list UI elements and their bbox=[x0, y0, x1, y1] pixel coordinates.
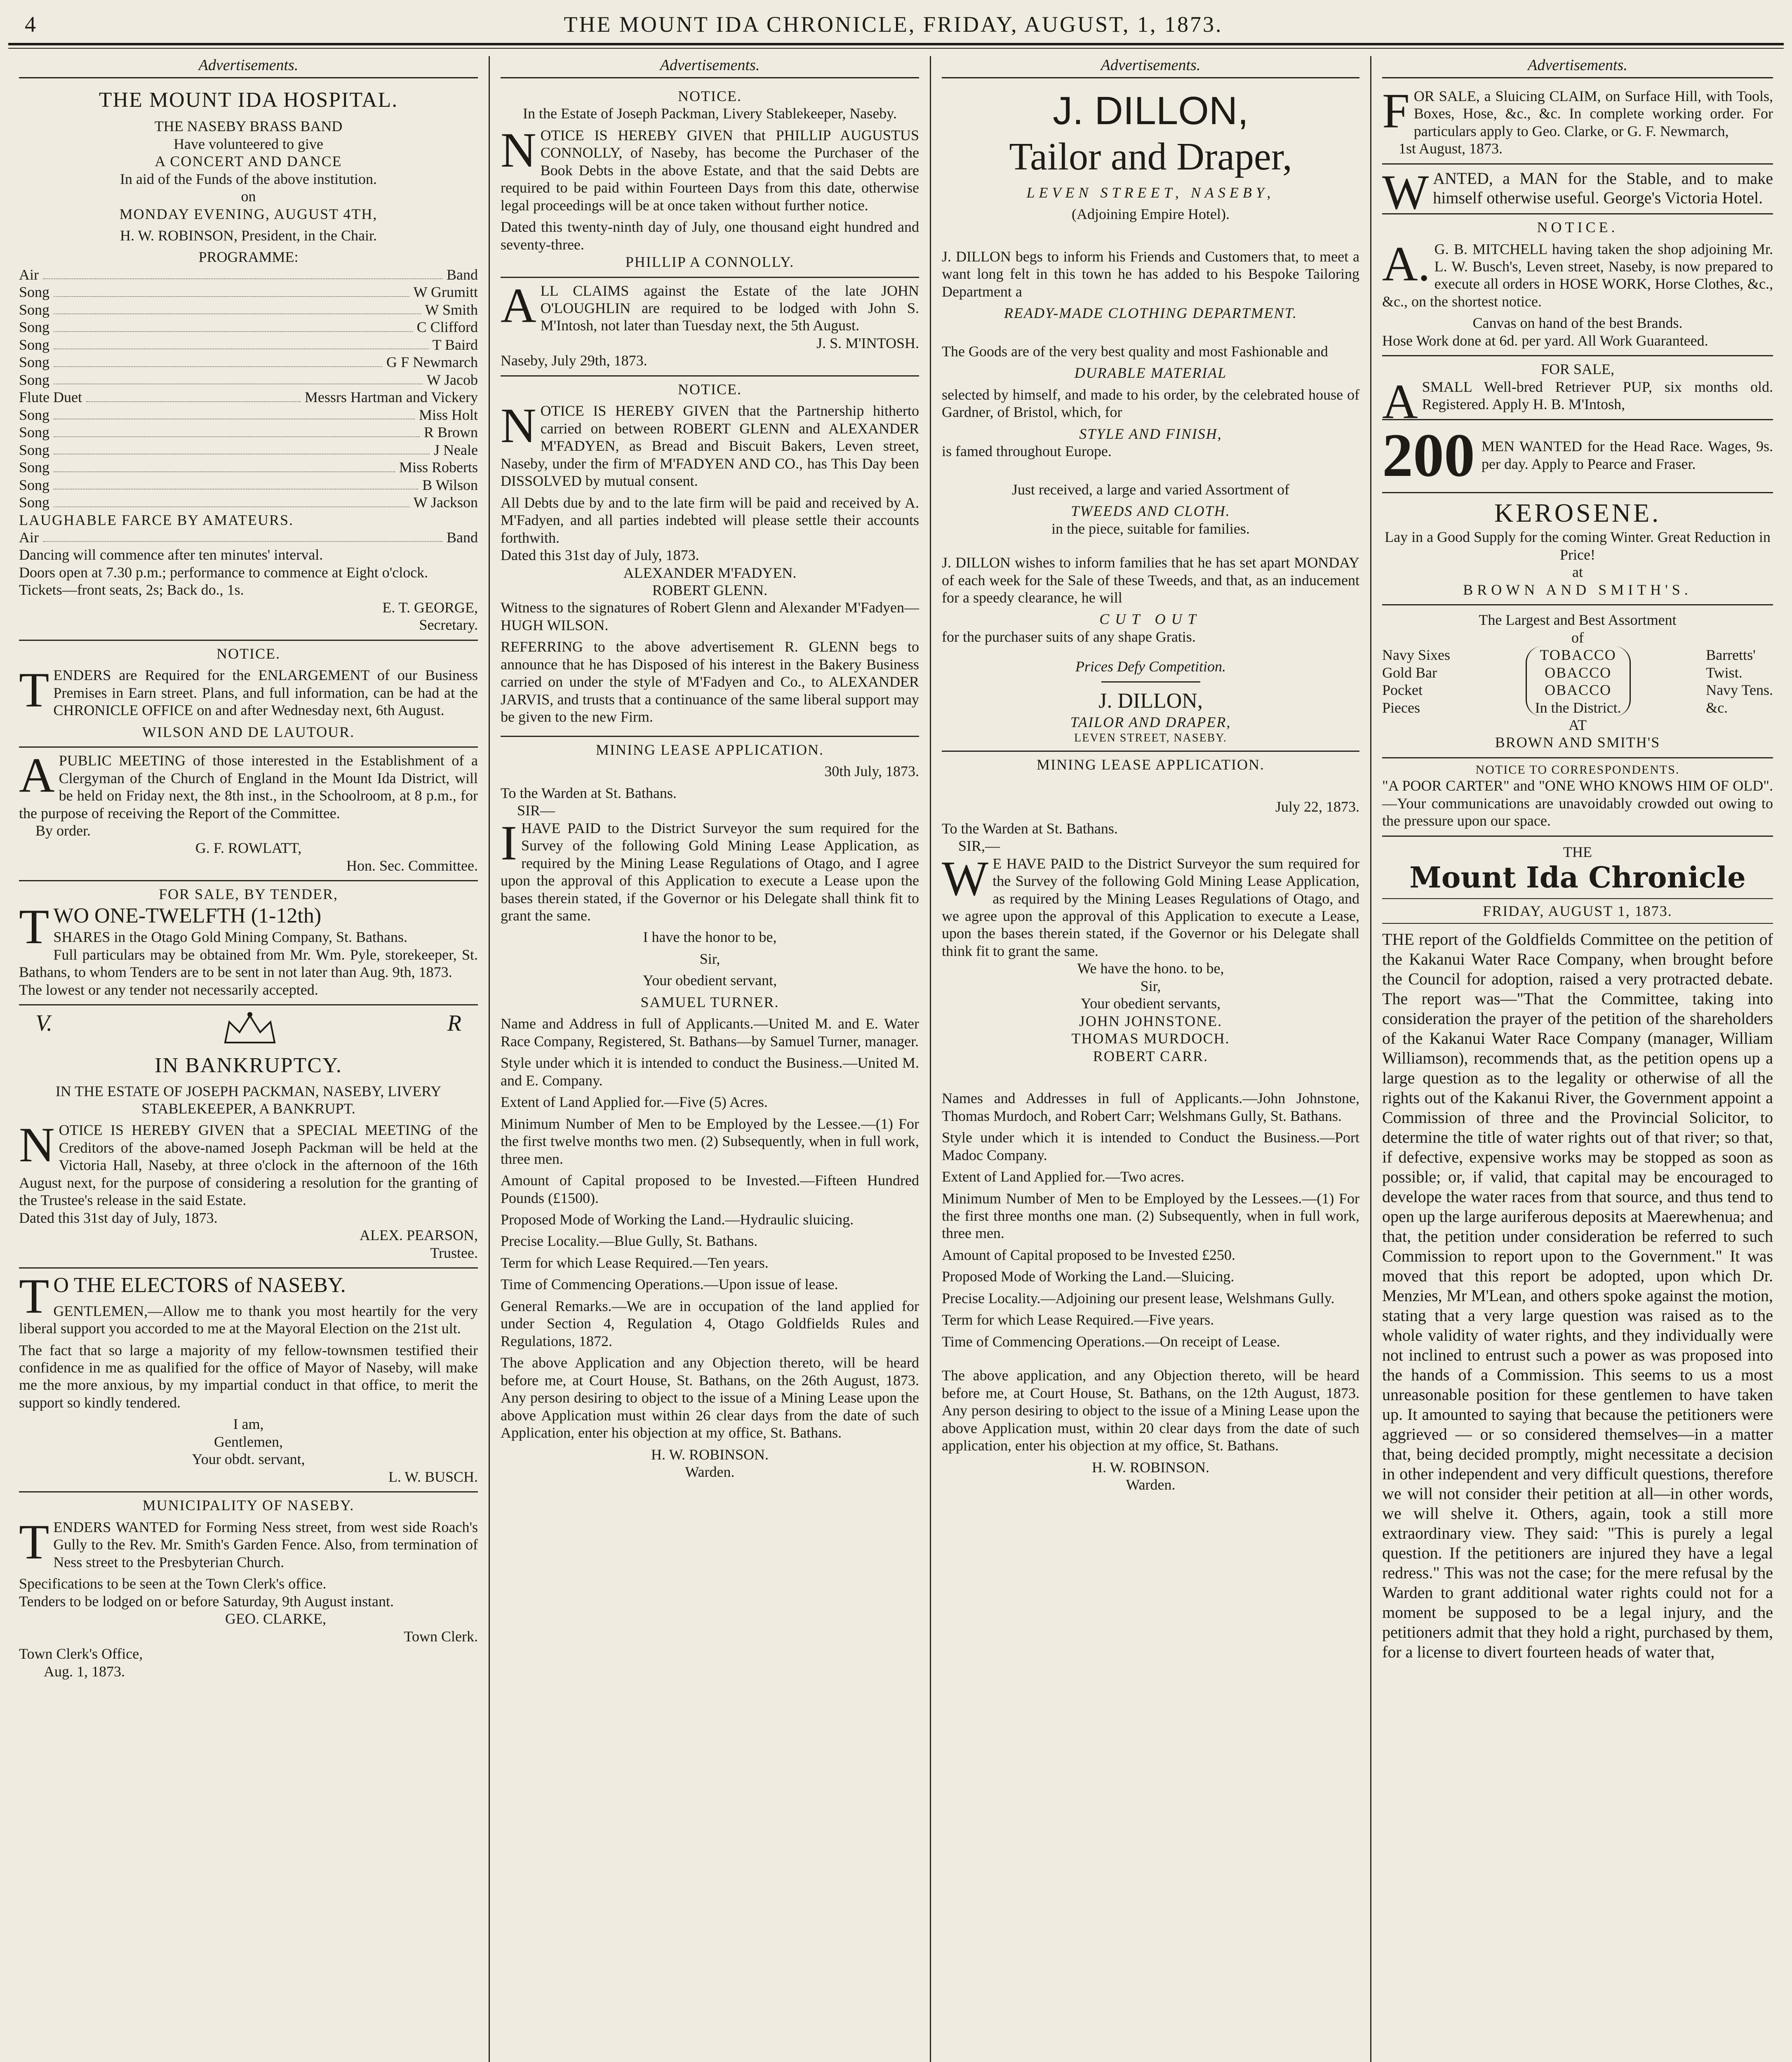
tobacco-left-list bbox=[1382, 646, 1450, 716]
tobacco-word: OBACCO bbox=[1545, 682, 1612, 699]
editorial-body: THE report of the Goldfields Committee on the petition of the Kakanui Water Race Company, when brought before the Council for adoption, raised a very protracted debate. The report was—"That the Committee, taking into consideration the prayer of the petition of the shareholders of the Kakanui Water Race Company (manager, William Williamson), recommends that, as the petition opens up a large question as to the legality or otherwise of all the rights out of the Kakanui River, the Government appoint a Commission of three and the Provincial Solicitor, to determine the title of water rights out of that river; so that, if defective, expensive works may be stopped as soon as possible; or, if valid, that capital may be encouraged to develope the water races from that source, and thus tend to open up the large auriferous deposits at Maerewhenua; and that, the petition under consideration be referred to such Commission to report upon to the Government." It was moved that this report be adopted, upon which Dr. Menzies, Mr M'Lean, and others spoke against the motion, stating that a very large question was raised as to the whole validity of water rights, and they individually were not inclined to entrust such a power as was proposed into the hands of a Commission. This seems to us a most unreasonable position for these gentlemen to have taken up. It amounted to saying that because the petitioners were aggrieved — or so considered themselves—in a matter that, being decided promptly, might necessitate a decision in other independent and very difficult questions, therefore we will not consider their petition at all—in other words, we will shelve it. Others, again, took a still more extraordinary view. They said: "This is purely a legal question. If the petitioners are injured they have a legal redress." This was not the case; for the mere refusal by the Warden to grant additional water rights could not for a moment be supposed to be a legal injury, and the petitioners admit that they hold a right, purchased by them, for a license to divert fourteen heads of water that, bbox=[1382, 930, 1773, 1662]
men-wanted-body: MEN WANTED for the Head Race. Wages, 9s. per day. Apply to Pearce and Fraser. bbox=[1482, 438, 1773, 472]
estate-line: In the Estate of Joseph Packman, Livery Stablekeeper, Naseby. bbox=[523, 105, 897, 122]
shares-lowest: The lowest or any tender not necessarily accepted. bbox=[19, 981, 318, 998]
clerk-name: GEO. CLARKE, bbox=[225, 1610, 326, 1627]
notice-heading: NOTICE. bbox=[1537, 219, 1618, 236]
dillon-paragraph: Just received, a large and varied Assortment of bbox=[1011, 481, 1290, 498]
cipher-v: V. bbox=[35, 1010, 52, 1036]
meeting-body: APUBLIC MEETING of those interested in the Establishment of a Clergyman of the Church of England in the Mount Ida District, will be held on Friday next, the 8th inst., in the Schoolroom, at 8 p.m., for the purpose of receiving the Report of the Committee. bbox=[19, 748, 478, 822]
lease-field: Amount of Capital proposed to be Invested.—Fifteen Hundred Pounds (£1500). bbox=[501, 1172, 919, 1206]
lease-field: Extent of Land Applied for.—Five (5) Acres. bbox=[501, 1094, 768, 1111]
partnership-dated: Dated this 31st day of July, 1873. bbox=[501, 547, 699, 564]
concert-date: MONDAY EVENING, AUGUST 4TH, bbox=[119, 205, 378, 222]
crown-icon bbox=[221, 1010, 279, 1053]
page-number: 4 bbox=[25, 12, 36, 37]
lease-salutation: SIR— bbox=[517, 802, 555, 819]
dillon-paragraph: is famed throughout Europe. bbox=[942, 443, 1112, 460]
claims-notice bbox=[501, 278, 919, 377]
tobacco-brand: Navy Sixes bbox=[1382, 647, 1450, 664]
letter-close: Your obdt. servant, bbox=[192, 1451, 305, 1468]
dillon-paragraph: J. DILLON begs to inform his Friends and Customers that, to meet a want long felt in this town he has added to his Bespoke Tailoring Department a bbox=[942, 248, 1359, 300]
lease-field: Names and Addresses in full of Applicants.—John Johnstone, Thomas Murdoch, and Robert Carr; Welshmans Gully, St. Bathans. bbox=[942, 1090, 1359, 1124]
tenders-notice bbox=[19, 641, 478, 748]
lease-close: Your obedient servants, bbox=[1080, 995, 1221, 1012]
doors-line: Doors open at 7.30 p.m.; performance to commence at Eight o'clock. bbox=[19, 564, 428, 581]
divider bbox=[1101, 681, 1200, 683]
programme-list bbox=[19, 266, 478, 511]
electors-heading: TO THE ELECTORS of NASEBY. bbox=[19, 1269, 346, 1324]
lease-field: Time of Commencing Operations.—On receipt of Lease. bbox=[942, 1333, 1280, 1350]
bankruptcy-estate: IN THE ESTATE OF JOSEPH PACKMAN, NASEBY, LIVERY STABLEKEEPER, A BANKRUPT. bbox=[55, 1083, 442, 1117]
programme-item: Song W Grumitt bbox=[19, 284, 478, 301]
lease-signature: JOHN JOHNSTONE. bbox=[1079, 1012, 1223, 1029]
farce-line: LAUGHABLE FARCE BY AMATEURS. bbox=[19, 511, 294, 528]
shares-body: SHARES in the Otago Gold Mining Company, St. Bathans. bbox=[53, 929, 407, 946]
column-heading: Advertisements. bbox=[1382, 56, 1773, 78]
electors-paragraph: GENTLEMEN,—Allow me to thank you most heartily for the very liberal support you accorded to me at the Mayoral Election on the 21st ult. bbox=[19, 1302, 478, 1337]
ad-title: THE MOUNT IDA HOSPITAL. bbox=[99, 88, 398, 112]
kerosene-tobacco-ad bbox=[1382, 493, 1773, 758]
tobacco-of: of bbox=[1571, 629, 1584, 646]
kerosene-title: KEROSENE. bbox=[1494, 498, 1661, 527]
on-line: on bbox=[241, 188, 256, 205]
lease-field: Proposed Mode of Working the Land.—Hydraulic sluicing. bbox=[501, 1211, 854, 1228]
lease-objection: The above Application and any Objection thereto, will be heard before me, at Court House, St. Bathans, on the 26th August, 1873. Any person desiring to object to the issue of a Mining Lease upon the above Application must within 26 clear days from the date of such Application, enter his objection at my office, St. Bathans. bbox=[501, 1354, 919, 1441]
editorial-the: THE bbox=[1563, 843, 1592, 860]
column-4 bbox=[1370, 56, 1784, 2062]
partner-signature: ALEXANDER M'FADYEN. bbox=[623, 564, 797, 581]
correspondents-heading: NOTICE TO CORRESPONDENTS. bbox=[1475, 763, 1680, 777]
editorial-date: FRIDAY, AUGUST 1, 1873. bbox=[1483, 902, 1672, 919]
column-heading: Advertisements. bbox=[942, 56, 1359, 78]
dillon-paragraph: The Goods are of the very best quality and most Fashionable and bbox=[942, 343, 1328, 360]
dillon-paragraph: for the purchaser suits of any shape Gratis. bbox=[942, 628, 1196, 645]
tobacco-firm: BROWN AND SMITH'S bbox=[1495, 734, 1660, 751]
trustee-name: ALEX. PEARSON, bbox=[359, 1227, 478, 1244]
programme-item: Air Band bbox=[19, 266, 478, 283]
dillon-ready-made: READY-MADE CLOTHING DEPARTMENT. bbox=[1004, 305, 1297, 322]
correspondents-notice bbox=[1382, 758, 1773, 837]
mitchell-hose: Hose Work done at 6d. per yard. All Work Guaranteed. bbox=[1382, 332, 1708, 349]
lease-date: July 22, 1873. bbox=[1275, 798, 1359, 815]
meeting-signature-title: Hon. Sec. Committee. bbox=[346, 857, 478, 874]
column-1 bbox=[8, 56, 489, 2062]
lease-body: IHAVE PAID to the District Surveyor the sum required for the Survey of the following Gold Mining Lease Application, as required by the Mining Lease Regulations of Otago, and I agree upon the approval of this Application to execute a Lease upon the bases therein stated, if the Governor or his Delegate shall think fit to grant the same. bbox=[501, 815, 919, 924]
warden-title: Warden. bbox=[685, 1464, 735, 1481]
dillon-tailor-ad bbox=[942, 83, 1359, 752]
president-line: H. W. ROBINSON, President, in the Chair. bbox=[120, 227, 377, 244]
kerosene-body: Lay in a Good Supply for the coming Winter. Great Reduction in Price! bbox=[1385, 529, 1771, 563]
column-2 bbox=[489, 56, 930, 2062]
retriever-body: ASMALL Well-bred Retriever PUP, six months old. Registered. Apply H. B. M'Intosh, bbox=[1382, 374, 1773, 429]
partnership-notice bbox=[501, 377, 919, 737]
masthead-rule bbox=[8, 43, 1784, 49]
column-heading: Advertisements. bbox=[501, 56, 919, 78]
dillon-signature: J. DILLON, bbox=[1098, 689, 1203, 713]
tobacco-assortment: The Largest and Best Assortment bbox=[1479, 612, 1677, 628]
claims-body: ALL CLAIMS against the Estate of the late JOHN O'LOUGHLIN are required to be lodged with John S. M'Intosh, not later than Tuesday next, the 5th August. bbox=[501, 278, 919, 334]
tobacco-grid bbox=[1382, 646, 1773, 716]
notice-signature: PHILLIP A CONNOLLY. bbox=[625, 254, 795, 271]
lease-field: Minimum Number of Men to be Employed by the Lessees.—(1) For the first three months one man. (2) Subsequently, when in full work, three men. bbox=[942, 1190, 1359, 1242]
tobacco-brand: Pieces bbox=[1382, 699, 1420, 716]
tickets-line: Tickets—front seats, 2s; Back do., 1s. bbox=[19, 581, 244, 598]
mitchell-notice bbox=[1382, 214, 1773, 356]
claims-date: Naseby, July 29th, 1873. bbox=[501, 352, 647, 369]
notice-heading: NOTICE. bbox=[216, 645, 280, 662]
public-meeting-ad bbox=[19, 748, 478, 881]
programme-item: Song R Brown bbox=[19, 424, 478, 441]
lease-close: Sir, bbox=[1140, 977, 1161, 994]
lease-close: I have the honor to be, bbox=[643, 929, 777, 946]
lease-signature: SAMUEL TURNER. bbox=[640, 993, 779, 1010]
editorial-section bbox=[1382, 843, 1773, 1662]
bankruptcy-body: NOTICE IS HEREBY GIVEN that a SPECIAL MEETING of the Creditors of the above-named Joseph Packman will be held at the Victoria Hall, Naseby, at three o'clock in the afternoon of the 16th August next, for the purpose of considering a resolution for the granting of the Trustee's release in the said Estate. bbox=[19, 1117, 478, 1209]
notice-heading: NOTICE. bbox=[678, 381, 742, 398]
notice-heading: NOTICE. bbox=[678, 87, 742, 104]
dillon-paragraph: in the piece, suitable for families. bbox=[1051, 520, 1250, 537]
dillon-cut-out: CUT OUT bbox=[1099, 611, 1202, 628]
dillon-style: STYLE AND FINISH, bbox=[1079, 425, 1222, 442]
warden-title: Warden. bbox=[1126, 1476, 1176, 1493]
tobacco-word: TOBACCO bbox=[1540, 647, 1616, 664]
lease-field: Term for which Lease Required.—Ten years. bbox=[501, 1254, 769, 1271]
wanted-body: WANTED, a MAN for the Stable, and to make himself otherwise useful. George's Victoria Hotel. bbox=[1382, 164, 1773, 219]
lease-field: Proposed Mode of Working the Land.—Sluicing. bbox=[942, 1268, 1235, 1285]
secretary-title: Secretary. bbox=[419, 617, 478, 633]
programme-item: Song W Jacob bbox=[19, 371, 478, 388]
concert-title: A CONCERT AND DANCE bbox=[155, 153, 342, 170]
tenders-signature: WILSON AND DE LAUTOUR. bbox=[142, 723, 355, 740]
masthead bbox=[8, 12, 1784, 40]
warden-name: H. W. ROBINSON. bbox=[1091, 1459, 1210, 1476]
packman-estate-notice bbox=[501, 83, 919, 278]
retriever-heading: FOR SALE, bbox=[1540, 361, 1615, 378]
letter-signature: L. W. BUSCH. bbox=[388, 1468, 478, 1485]
men-wanted-row bbox=[1382, 421, 1773, 490]
lease-close: We have the hono. to be, bbox=[1077, 960, 1224, 977]
mining-lease-application bbox=[942, 752, 1359, 1499]
band-volunteered: Have volunteered to give bbox=[174, 135, 323, 152]
dillon-signature-trade: TAILOR AND DRAPER, bbox=[1070, 714, 1231, 731]
clerk-date: Aug. 1, 1873. bbox=[44, 1663, 125, 1680]
letter-close: Gentlemen, bbox=[214, 1433, 283, 1450]
programme-item: Song W Smith bbox=[19, 301, 478, 318]
municipality-body: TENDERS WANTED for Forming Ness street, from west side Roach's Gully to the Rev. Mr. Smith's Garden Fence. Also, from termination of Ness street to the Presbyterian Church. bbox=[19, 1514, 478, 1570]
lease-field: Style under which it is intended to Conduct the Business.—Port Madoc Company. bbox=[942, 1129, 1359, 1163]
lease-field: Term for which Lease Required.—Five years. bbox=[942, 1311, 1214, 1328]
tobacco-at: AT bbox=[1569, 716, 1587, 733]
lease-field: Minimum Number of Men to be Employed by the Lessee.—(1) For the first twelve months two men. (2) Subsequently, when in full work, three men. bbox=[501, 1115, 919, 1167]
electors-paragraph: The fact that so large a majority of my fellow-townsmen testified their confidence in me as qualified for the office of Mayor of Naseby, will make me the more anxious, by my impartial conduct in that office, to merit the support so kindly tendered. bbox=[19, 1342, 478, 1411]
shares-title: TWO ONE-TWELFTH (1-12th) bbox=[19, 899, 322, 954]
claim-body: FOR SALE, a Sluicing CLAIM, on Surface Hill, with Tools, Boxes, Hose, &c., &c. In complete working order. For particulars apply to Geo. Clarke, or G. F. Newmarch, bbox=[1382, 83, 1773, 139]
programme-item: Flute Duet Messrs Hartman and Vickery bbox=[19, 389, 478, 406]
lease-field: Name and Address in full of Applicants.—United M. and E. Water Race Company, Registered, St. Bathans—by Samuel Turner, manager. bbox=[501, 1015, 919, 1050]
column-3 bbox=[930, 56, 1370, 2062]
sluicing-claim-ad bbox=[1382, 83, 1773, 165]
programme-item: Song T Baird bbox=[19, 336, 478, 353]
tobacco-word: OBACCO bbox=[1545, 664, 1612, 681]
men-wanted-ad bbox=[1382, 420, 1773, 493]
cipher-r: R bbox=[447, 1010, 461, 1036]
partnership-debts: All Debts due by and to the late firm will be paid and received by A. M'Fadyen, and all parties indebted will please settle their accounts forthwith. bbox=[501, 494, 919, 546]
tobacco-brand: Twist. bbox=[1706, 664, 1743, 681]
aid-line: In aid of the Funds of the above institution. bbox=[120, 170, 377, 187]
by-order: By order. bbox=[35, 822, 91, 839]
programme-item: Song G F Newmarch bbox=[19, 354, 478, 371]
secretary-name: E. T. GEORGE, bbox=[382, 599, 478, 616]
lease-close: Your obedient servant, bbox=[642, 972, 777, 989]
tobacco-brand: Pocket bbox=[1382, 682, 1423, 699]
lease-objection: The above application, and any Objection thereto, will be heard before me, at Court House, St. Bathans, on the 12th August, 1873. Any person desiring to object to the issue of a Mining Lease upon the above Application must, within 20 clear days from the date of such application, enter his objection at my office, St. Bathans. bbox=[942, 1367, 1359, 1454]
dillon-paragraph: selected by himself, and made to his order, by the celebrated house of Gardner, of Bristol, which, for bbox=[942, 386, 1359, 421]
programme-item: Song J Neale bbox=[19, 441, 478, 458]
tobacco-right-list bbox=[1706, 646, 1773, 716]
bankruptcy-heading: IN BANKRUPTCY. bbox=[155, 1054, 342, 1078]
dillon-signature-street: LEVEN STREET, NASEBY. bbox=[1074, 731, 1227, 744]
mitchell-canvas: Canvas on hand of the best Brands. bbox=[1472, 315, 1683, 332]
claim-date: 1st August, 1873. bbox=[1399, 140, 1503, 157]
programme-item: Song W Jackson bbox=[19, 494, 478, 511]
column-heading: Advertisements. bbox=[19, 56, 478, 78]
editorial-masthead: Mount Ida Chronicle bbox=[1409, 860, 1746, 895]
clerk-office: Town Clerk's Office, bbox=[19, 1645, 143, 1662]
programme-item: Air Band bbox=[19, 529, 478, 546]
trustee-title: Trustee. bbox=[430, 1244, 478, 1261]
bankruptcy-notice bbox=[19, 1005, 478, 1269]
shares-tender-ad bbox=[19, 881, 478, 1005]
dillon-prices: Prices Defy Competition. bbox=[1075, 658, 1226, 675]
stable-man-wanted-ad bbox=[1382, 164, 1773, 219]
lease-addressee: To the Warden at St. Bathans. bbox=[942, 820, 1118, 837]
dillon-paragraph: J. DILLON wishes to inform families that he has set apart MONDAY of each week for the Sale of these Tweeds, and that, as an inducement for a speedy clearance, he will bbox=[942, 554, 1359, 606]
dillon-tweeds: TWEEDS AND CLOTH. bbox=[1071, 503, 1230, 520]
partner-signature: ROBERT GLENN. bbox=[652, 582, 768, 599]
warden-name: H. W. ROBINSON. bbox=[651, 1446, 769, 1463]
lease-close: Sir, bbox=[699, 950, 720, 967]
newspaper-title: THE MOUNT IDA CHRONICLE, FRIDAY, AUGUST, 1, 1873. bbox=[564, 12, 1223, 37]
tobacco-district: In the District. bbox=[1535, 699, 1621, 716]
men-wanted-number: 200 bbox=[1382, 421, 1475, 490]
dillon-name: J. DILLON, bbox=[1053, 88, 1249, 133]
tobacco-brand: Gold Bar bbox=[1382, 664, 1437, 681]
dancing-line: Dancing will commence after ten minutes' interval. bbox=[19, 546, 323, 563]
kerosene-firm: BROWN AND SMITH'S. bbox=[1463, 581, 1692, 598]
notice-dated: Dated this twenty-ninth day of July, one thousand eight hundred and seventy-three. bbox=[501, 219, 919, 253]
municipality-tenders bbox=[19, 1492, 478, 1686]
retriever-for-sale-ad bbox=[1382, 356, 1773, 429]
tobacco-brand: Navy Tens. bbox=[1706, 682, 1773, 699]
tenders-body: TENDERS are Required for the ENLARGEMENT of our Business Premises in Earn street. Plans, and full information, can be had at the CHRONICLE OFFICE on and after Wednesday next, 6th August. bbox=[19, 662, 478, 719]
lease-signature: THOMAS MURDOCH. bbox=[1071, 1030, 1230, 1047]
lease-heading: MINING LEASE APPLICATION. bbox=[596, 741, 824, 758]
letter-close: I am, bbox=[233, 1416, 264, 1433]
correspondents-body: "A POOR CARTER" and "ONE WHO KNOWS HIM OF OLD".—Your communications are unavoidably crowded out owing to the pressure upon our space. bbox=[1382, 777, 1773, 829]
partnership-body: NOTICE IS HEREBY GIVEN that the Partnership hitherto carried on between ROBERT GLENN and ALEXANDER M'FADYEN, as Bread and Biscuit Bakers, Leven street, Naseby, under the firm of M'FADYEN AND CO., has This Day been DISSOLVED by mutual consent. bbox=[501, 398, 919, 490]
lease-field: Amount of Capital proposed to be Invested £250. bbox=[942, 1246, 1235, 1263]
lease-signature: ROBERT CARR. bbox=[1093, 1047, 1209, 1064]
mining-lease-application bbox=[501, 737, 919, 1487]
municipality-specs: Specifications to be seen at the Town Clerk's office. bbox=[19, 1575, 327, 1592]
lease-field: Precise Locality.—Blue Gully, St. Bathans. bbox=[501, 1233, 758, 1250]
bankruptcy-dated: Dated this 31st day of July, 1873. bbox=[19, 1209, 218, 1226]
programme-item: Song Miss Roberts bbox=[19, 459, 478, 476]
crest-icon bbox=[221, 1010, 279, 1047]
lease-field: Precise Locality.—Adjoining our present lease, Welshmans Gully. bbox=[942, 1290, 1335, 1306]
lease-body: WE HAVE PAID to the District Surveyor the sum required for the Survey of the following Gold Mining Lease Application, as required by the Mining Leases Regulations of Otago, and we agree upon the approval of this Application to execute a Lease, upon the bases therein stated, if the Governor or his Delegate shall think fit to grant the same. bbox=[942, 850, 1359, 959]
electors-letter bbox=[19, 1269, 478, 1492]
divider bbox=[1382, 604, 1773, 605]
dillon-street: LEVEN STREET, NASEBY, bbox=[1026, 184, 1275, 201]
programme-title: PROGRAMME: bbox=[198, 249, 299, 266]
lease-addressee: To the Warden at St. Bathans. bbox=[501, 784, 677, 801]
tobacco-brand: Barretts' bbox=[1706, 647, 1756, 664]
programme-item: Song C Clifford bbox=[19, 319, 478, 336]
lease-heading: MINING LEASE APPLICATION. bbox=[1037, 756, 1265, 773]
columns bbox=[8, 56, 1784, 2062]
municipality-lodged: Tenders to be lodged on or before Saturday, 9th August instant. bbox=[19, 1593, 394, 1610]
programme-item: Song B Wilson bbox=[19, 476, 478, 493]
notice-body: NOTICE IS HEREBY GIVEN that PHILLIP AUGUSTUS CONNOLLY, of Naseby, has become the Purchaser of the Book Debts in the above Estate, and that the said Debts are required to be paid within Fourteen Days from this date, otherwise legal proceedings will be at once taken without further notice. bbox=[501, 122, 919, 214]
shares-heading: FOR SALE, BY TENDER, bbox=[158, 886, 339, 903]
clerk-title: Town Clerk. bbox=[404, 1628, 478, 1645]
lease-salutation: SIR,— bbox=[958, 838, 1000, 854]
municipality-heading: MUNICIPALITY OF NASEBY. bbox=[142, 1497, 355, 1514]
lease-date: 30th July, 1873. bbox=[824, 763, 919, 780]
witness-line: Witness to the signatures of Robert Glenn and Alexander M'Fadyen—HUGH WILSON. bbox=[501, 599, 919, 633]
tobacco-center bbox=[1526, 646, 1631, 716]
shares-particulars: Full particulars may be obtained from Mr. Wm. Pyle, storekeeper, St. Bathans, to whom Tenders are to be sent in not later than Aug. 9th, 1873. bbox=[19, 946, 478, 981]
programme-item: Song Miss Holt bbox=[19, 406, 478, 423]
dillon-trade: Tailor and Draper, bbox=[1009, 135, 1292, 179]
tobacco-brand: &c. bbox=[1706, 699, 1728, 716]
mitchell-body: A.G. B. MITCHELL having taken the shop adjoining Mr. L. W. Busch's, Leven street, Naseby, is now prepared to execute all orders in HOSE WORK, Horse Clothes, &c., &c., on the shortest notice. bbox=[1382, 236, 1773, 310]
meeting-signature: G. F. ROWLATT, bbox=[195, 840, 302, 857]
lease-field: Time of Commencing Operations.—Upon issue of lease. bbox=[501, 1276, 838, 1293]
band-name: THE NASEBY BRASS BAND bbox=[154, 118, 343, 135]
kerosene-at: at bbox=[1572, 564, 1583, 581]
referring-paragraph: REFERRING to the above advertisement R. GLENN begs to announce that he has Disposed of his interest in the Bakery Business carried on under the style of M'Fadyen and Co., to ALEXANDER JARVIS, and trusts that a continuance of the same liberal support may be given to the new Firm. bbox=[501, 638, 919, 725]
lease-field: General Remarks.—We are in occupation of the land applied for under Section 4, Regulation 4, Otago Goldfields Rules and Regulations, 1872. bbox=[501, 1297, 919, 1349]
claims-signature: J. S. M'INTOSH. bbox=[816, 334, 919, 351]
dillon-durable: DURABLE MATERIAL bbox=[1074, 365, 1227, 381]
dillon-adjoining: (Adjoining Empire Hotel). bbox=[1072, 206, 1230, 223]
royal-cipher bbox=[19, 1010, 478, 1053]
hospital-concert-ad bbox=[19, 83, 478, 641]
lease-field: Extent of Land Applied for.—Two acres. bbox=[942, 1168, 1185, 1185]
lease-field: Style under which it is intended to conduct the Business.—United M. and E. Company. bbox=[501, 1055, 919, 1089]
